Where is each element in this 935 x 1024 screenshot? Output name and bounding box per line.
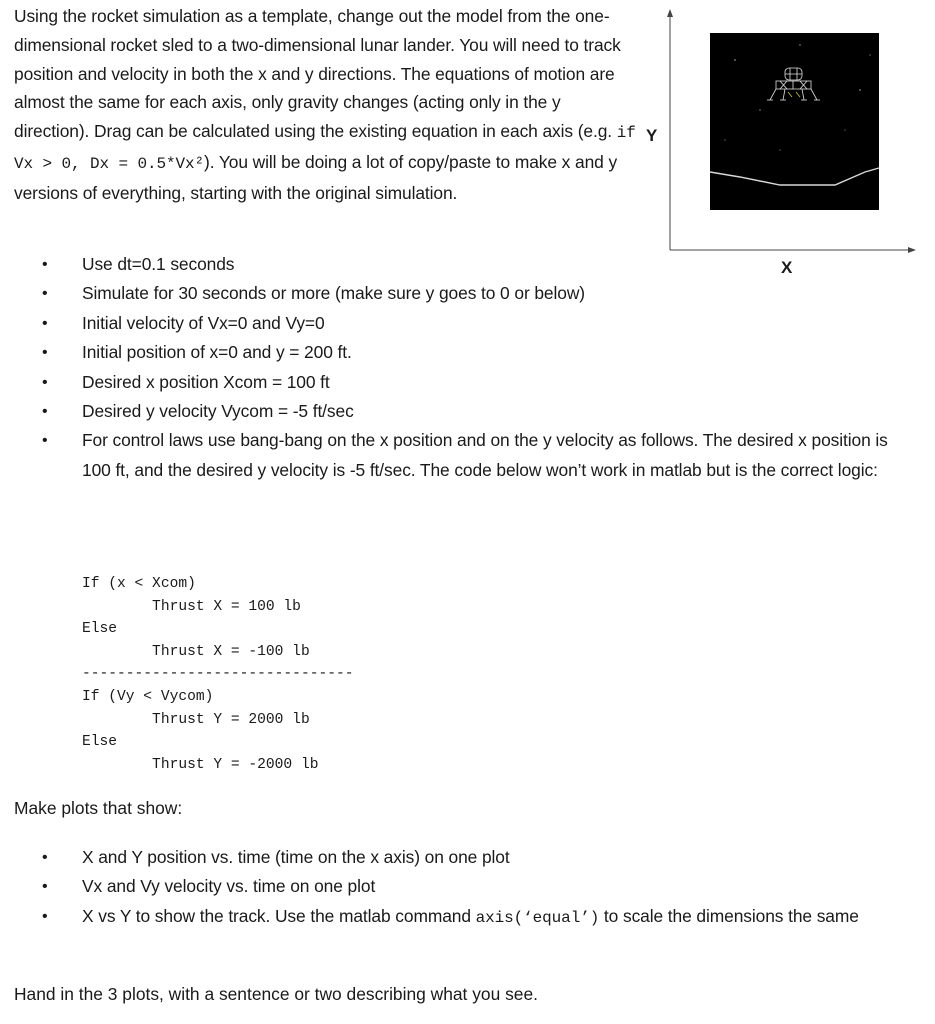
- control-law-code-block: If (x < Xcom) Thrust X = 100 lb Else Thrust X = -100 lb ------------------------------- If (Vy < Vycom) Thrust Y = 2000 lb Else Thrust Y = -2000 lb: [82, 576, 354, 773]
- plots-list: [0, 843, 935, 933]
- list-item: • X and Y position vs. time (time on the x axis) on one plot: [0, 843, 935, 872]
- intro-text-part2: ). You will be doing a lot of copy/paste to make x and y versions of everything, starting with the original simulation.: [14, 151, 618, 203]
- lander-axes-figure: [640, 0, 935, 280]
- plots-heading: Make plots that show:: [14, 798, 183, 818]
- x-axis-label: X: [781, 258, 793, 277]
- axis-equal-code: axis(‘equal’): [475, 908, 600, 927]
- plot-bullet-text: to scale the dimensions the same: [599, 905, 859, 926]
- list-item: [0, 902, 882, 933]
- requirements-list: [0, 250, 935, 485]
- lunar-scene-image: [710, 33, 879, 210]
- list-item: • Simulate for 30 seconds or more (make sure y goes to 0 or below): [0, 279, 602, 308]
- intro-inline-code: if Vx > 0, Dx = 0.5*Vx²: [14, 124, 636, 173]
- list-item: • Initial velocity of Vx=0 and Vy=0: [0, 309, 935, 338]
- list-item: • For control laws use bang-bang on the x position and on the y velocity as follows. The desired x position is 100 ft, and the desired y velocity is -5 ft/sec. The code below won’t work in matlab but is the correct logic:: [0, 426, 902, 485]
- y-axis-arrow: [667, 9, 673, 17]
- list-item: • Use dt=0.1 seconds: [0, 250, 935, 279]
- hand-in-instructions: Hand in the 3 plots, with a sentence or two describing what you see.: [14, 984, 538, 1004]
- list-item: • Vx and Vy velocity vs. time on one plot: [0, 872, 935, 901]
- list-item: • Desired x position Xcom = 100 ft: [0, 368, 935, 397]
- intro-paragraph: [14, 2, 639, 208]
- y-axis-label: Y: [646, 126, 658, 145]
- plot-bullet-text: X vs Y to show the track. Use the matlab command: [82, 905, 476, 926]
- axes-diagram: [640, 0, 935, 280]
- intro-text-part1: Using the rocket simulation as a template, change out the model from the one-dimensional rocket sled to a two-dimensional lunar lander. You will need to track position and velocity in both the x and y directions. The equations of motion are almost the same for each axis, only gravity changes (acting only in the y direction). Drag can be calculated using the existing equation in each axis (e.g.: [14, 6, 621, 142]
- list-item: • Desired y velocity Vycom = -5 ft/sec: [0, 397, 935, 426]
- list-item: • Initial position of x=0 and y = 200 ft.: [0, 338, 935, 367]
